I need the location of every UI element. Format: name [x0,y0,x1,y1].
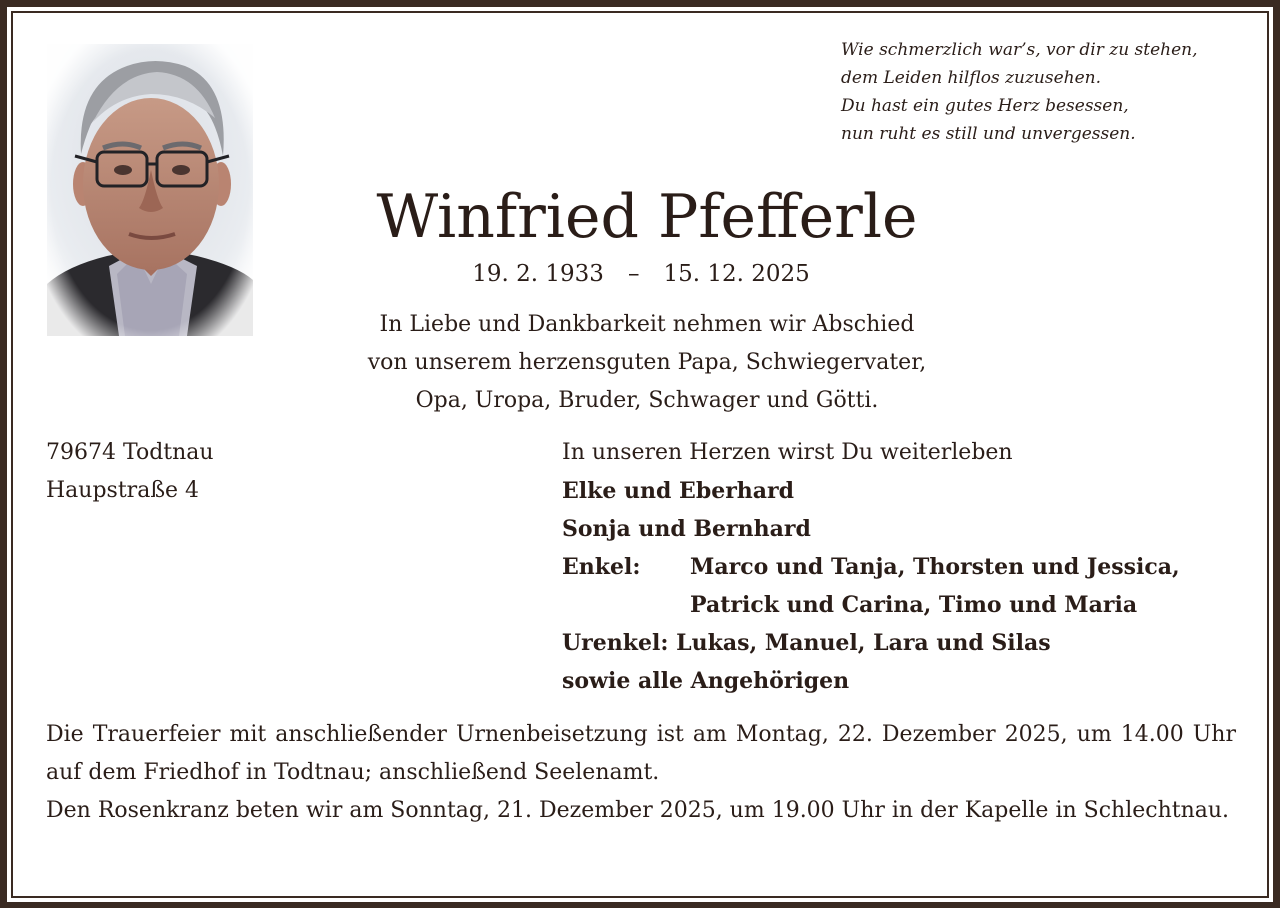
farewell-text [277,306,1017,420]
great-grandchildren-label: Urenkel: [562,630,669,656]
grandchildren-label: Enkel: [562,554,641,580]
birth-date: 19. 2. 1933 [472,261,604,287]
funeral-service-text: Die Trauerfeier mit anschließender Urnenbeisetzung ist am Montag, 22. Dezember 2025, um 14.00 Uhr auf dem Friedhof in Todtnau; anschließend Seelenamt. [46,722,1236,785]
poem-line: nun ruht es still und unvergessen. [841,124,1136,144]
life-dates [307,254,975,294]
grandchildren-names: Patrick und Carina, Timo und Maria [690,592,1138,618]
obituary-card [7,7,1273,902]
farewell-line: von unserem herzensguten Papa, Schwiegervater, [367,350,927,375]
mourning-address [46,434,214,510]
grandchildren-names: Marco und Tanja, Thorsten und Jessica, [690,554,1180,580]
deceased-name: Winfried Pfefferle [376,182,918,252]
great-grandchildren-names: Lukas, Manuel, Lara und Silas [676,630,1051,656]
mourners-list [562,434,1262,700]
rosary-text: Den Rosenkranz beten wir am Sonntag, 21. Dezember 2025, um 19.00 Uhr in der Kapelle in Schlechtnau. [46,798,1230,823]
portrait-photo [47,44,253,336]
address-street: Haupstraße 4 [46,478,200,503]
mourner-child: Elke und Eberhard [562,478,795,504]
farewell-line: Opa, Uropa, Bruder, Schwager und Götti. [415,388,879,413]
poem-line: Du hast ein gutes Herz besessen, [841,96,1129,116]
date-separator: – [627,261,640,287]
farewell-line: In Liebe und Dankbarkeit nehmen wir Abschied [379,312,915,337]
poem [841,36,1198,148]
poem-line: dem Leiden hilflos zuzusehen. [841,68,1102,88]
great-grandchildren-row [562,624,1262,662]
mourners-intro: In unseren Herzen wirst Du weiterleben [562,440,1013,465]
mourner-child: Sonja und Bernhard [562,516,811,542]
service-details [46,716,1236,830]
death-date: 15. 12. 2025 [663,261,810,287]
poem-line: Wie schmerzlich war’s, vor dir zu stehen, [841,40,1198,60]
grandchildren-row [562,548,1262,586]
address-city: 79674 Todtnau [46,440,214,465]
other-relatives: sowie alle Angehörigen [562,668,850,694]
